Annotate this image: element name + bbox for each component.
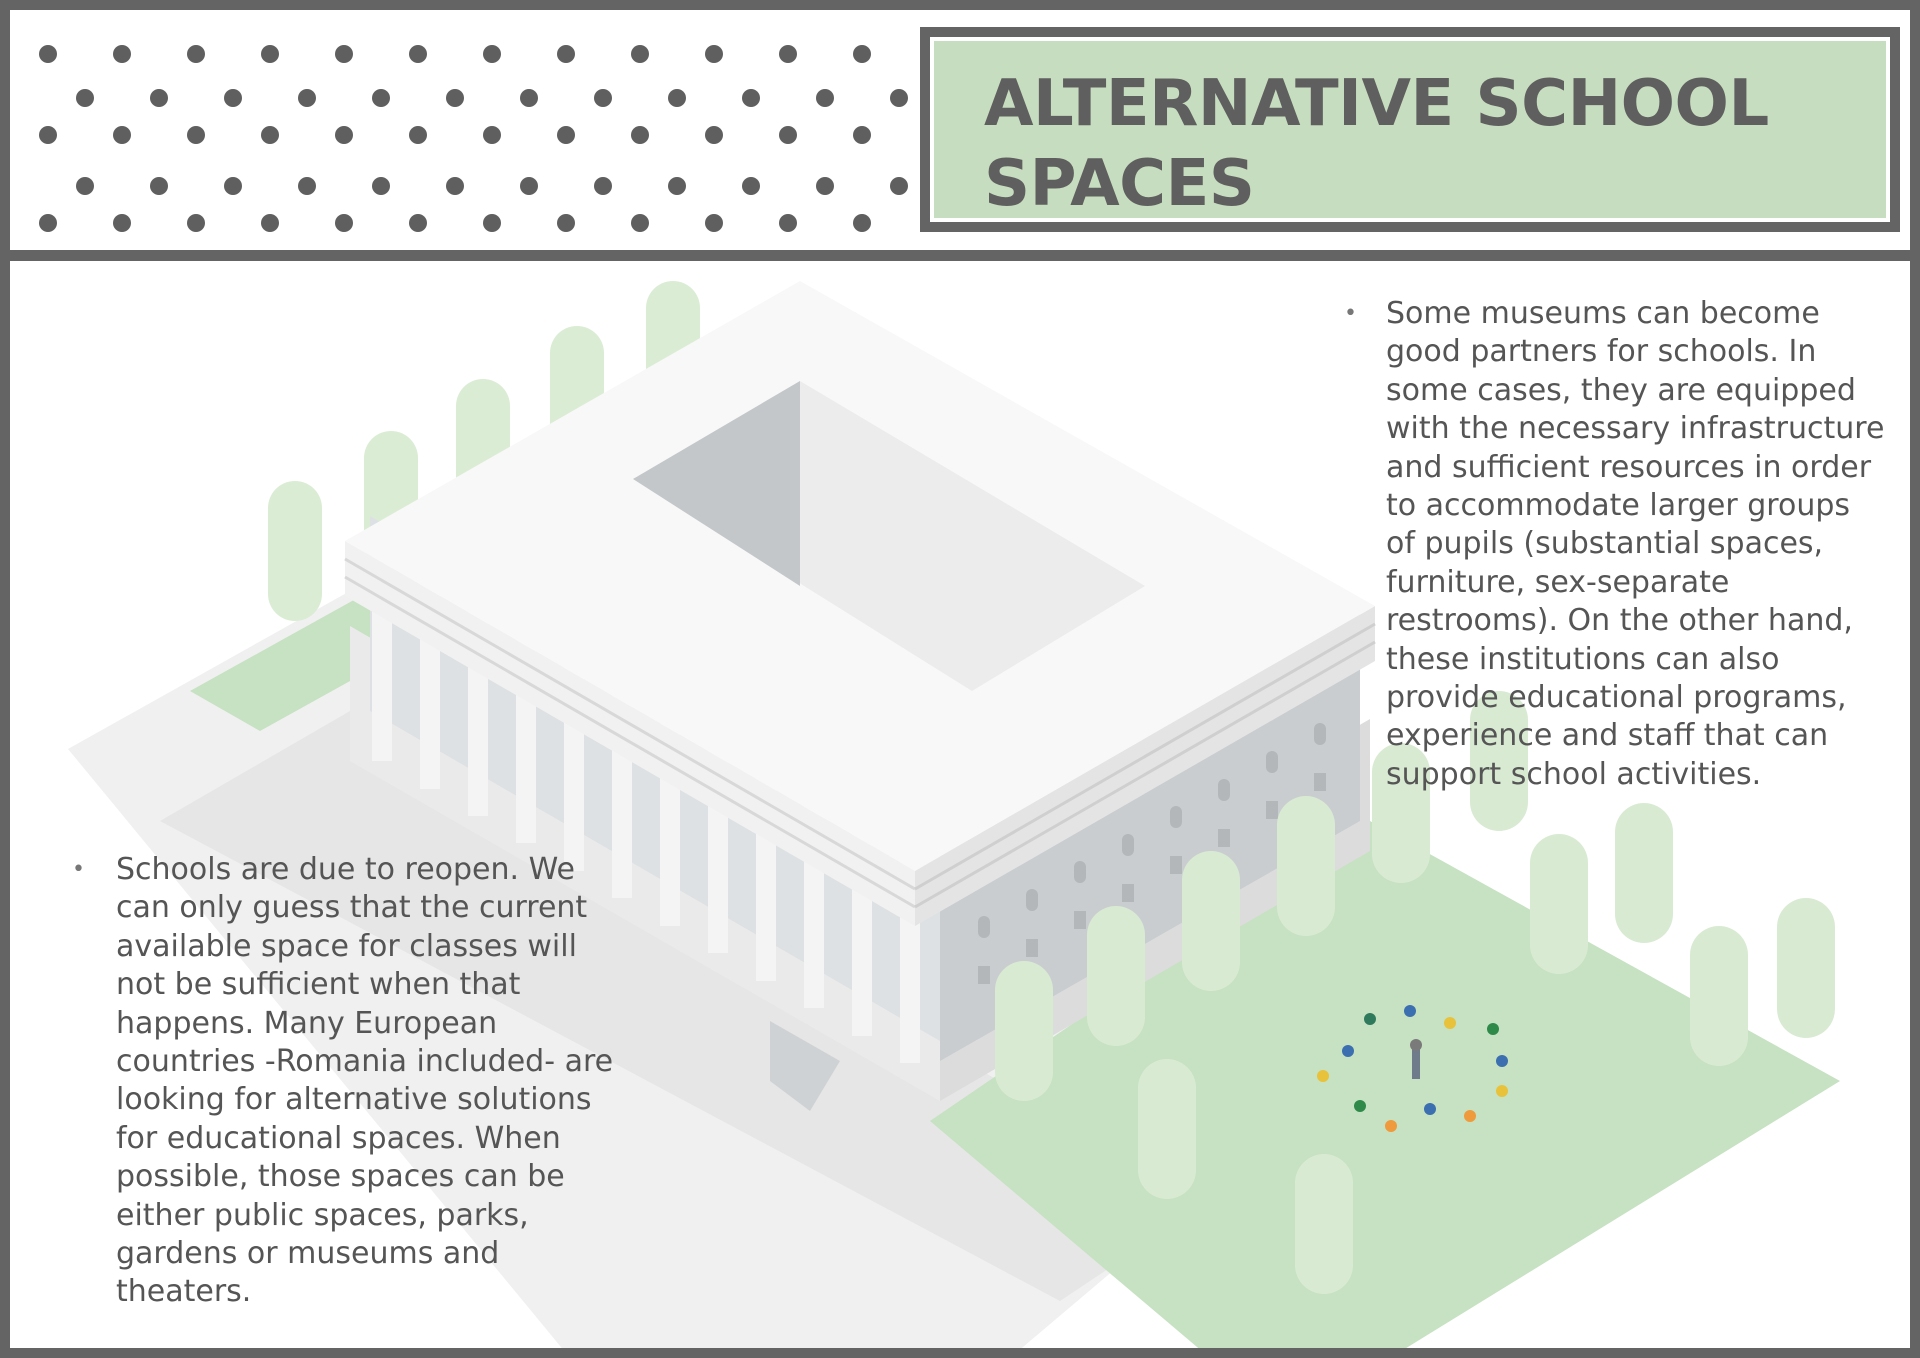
title-box bbox=[920, 27, 1900, 232]
title-line-1: ALTERNATIVE SCHOOL bbox=[984, 67, 1769, 141]
schools-text: Schools are due to reopen. We can only guess that the current available space for classes will not be sufficient when that happens. Many European countries -Romania included- are looking for alternative solutions for educational spaces. When possible, those spaces can be either public spaces, parks, gardens or museums and theaters. bbox=[116, 852, 614, 1310]
dot-pattern bbox=[10, 10, 920, 250]
title-line-2: SPACES bbox=[984, 147, 1255, 221]
bullet-icon: • bbox=[1344, 301, 1357, 326]
museums-text: Some museums can become good partners for schools. In some cases, they are equipped with the necessary infrastructure and sufficient resources in order to accommodate larger groups of pupils (substantial spaces, furniture, sex-separate restrooms). On the other hand, these institutions can also provide educational programs, experience and staff that can support school activities. bbox=[1386, 296, 1885, 792]
schools-paragraph bbox=[72, 851, 612, 1312]
museums-paragraph bbox=[1344, 295, 1884, 794]
header-divider bbox=[10, 250, 1910, 261]
page-title bbox=[984, 64, 1884, 224]
header bbox=[10, 10, 1910, 250]
bullet-icon: • bbox=[72, 857, 85, 882]
